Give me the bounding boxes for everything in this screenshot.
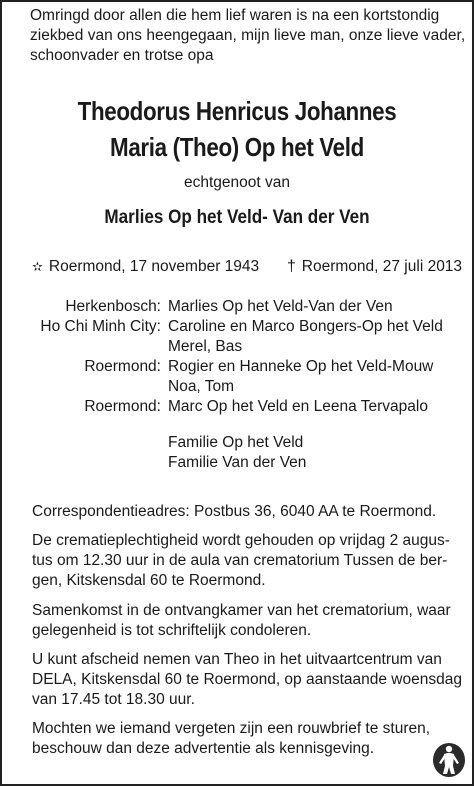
farewell-paragraph xyxy=(32,650,462,710)
family-row xyxy=(0,338,474,358)
paragraph-line: gen, Kitskensdal 60 te Roermond. xyxy=(32,572,266,589)
family-row xyxy=(0,378,474,398)
cremation-paragraph xyxy=(32,531,450,591)
family-names: Merel, Bas xyxy=(168,338,243,355)
family-row xyxy=(0,298,474,318)
paragraph-line: De crematieplechtigheid wordt gehouden op vrijdag 2 augus- xyxy=(32,532,450,549)
gathering-paragraph xyxy=(32,601,451,641)
family-place: Roermond: xyxy=(84,358,161,375)
correspondence-address xyxy=(32,502,444,522)
family-group: Familie Op het Veld xyxy=(168,434,304,451)
paragraph-line: U kunt afscheid nemen van Theo in het uitvaartcentrum van xyxy=(32,651,442,668)
family-names: Marlies Op het Veld-Van der Ven xyxy=(168,298,393,315)
life-dates xyxy=(32,258,472,276)
figure-emblem-icon xyxy=(432,740,466,778)
deceased-name-line1: Theodorus Henricus Johannes xyxy=(77,96,397,126)
paragraph-line: tus om 12.30 uur in de aula van crematorium Tussen de ber- xyxy=(32,552,448,569)
paragraph-line: Mochten we iemand vergeten zijn een rouwbrief te sturen, xyxy=(32,720,431,737)
deceased-name-line2: Maria (Theo) Op het Veld xyxy=(110,132,364,162)
family-row xyxy=(0,398,474,418)
family-group: Familie Van der Ven xyxy=(168,454,307,471)
intro-line: schoonvader en trotse opa xyxy=(30,47,214,64)
family-list xyxy=(0,298,474,474)
intro-line: ziekbed van ons heengegaan, mijn lieve man, onze lieve vader, xyxy=(30,27,466,44)
family-row xyxy=(0,434,474,454)
family-place: Ho Chi Minh City: xyxy=(40,318,161,335)
paragraph-line: van 17.45 tot 18.30 uur. xyxy=(32,691,195,708)
family-row xyxy=(0,318,474,338)
family-place: Roermond: xyxy=(84,398,161,415)
star-icon: ✫ xyxy=(32,259,43,274)
family-names: Noa, Tom xyxy=(168,378,235,395)
birth-date: Roermond, 17 november 1943 xyxy=(48,258,260,275)
family-names: Caroline en Marco Bongers-Op het Veld xyxy=(168,318,443,335)
paragraph-line: Samenkomst in de ontvangkamer van het crematorium, waar xyxy=(32,602,451,619)
intro-line: Omringd door allen die hem lief waren is na een kortstondig xyxy=(30,7,440,24)
paragraph-line: gelegenheid is tot schriftelijk condoleren. xyxy=(32,622,312,639)
death-date: Roermond, 27 juli 2013 xyxy=(301,258,463,275)
family-row xyxy=(0,358,474,378)
family-place: Herkenbosch: xyxy=(65,298,161,315)
correspondence-line: Correspondentieadres: Postbus 36, 6040 AA te Roermond. xyxy=(32,503,437,520)
cross-icon: † xyxy=(287,258,296,275)
spouse-label: echtgenoot van xyxy=(183,174,290,191)
closing-paragraph xyxy=(32,719,444,759)
paragraph-line: DELA, Kitskensdal 60 te Roermond, op aanstaande woensdag xyxy=(32,671,462,688)
intro-text xyxy=(30,6,470,66)
family-row xyxy=(0,454,474,474)
paragraph-line: beschouw dan deze advertentie als kennisgeving. xyxy=(32,740,375,757)
family-names: Rogier en Hanneke Op het Veld-Mouw xyxy=(168,358,434,375)
family-names: Marc Op het Veld en Leena Tervapalo xyxy=(168,398,428,415)
spouse-name: Marlies Op het Veld- Van der Ven xyxy=(104,207,370,228)
